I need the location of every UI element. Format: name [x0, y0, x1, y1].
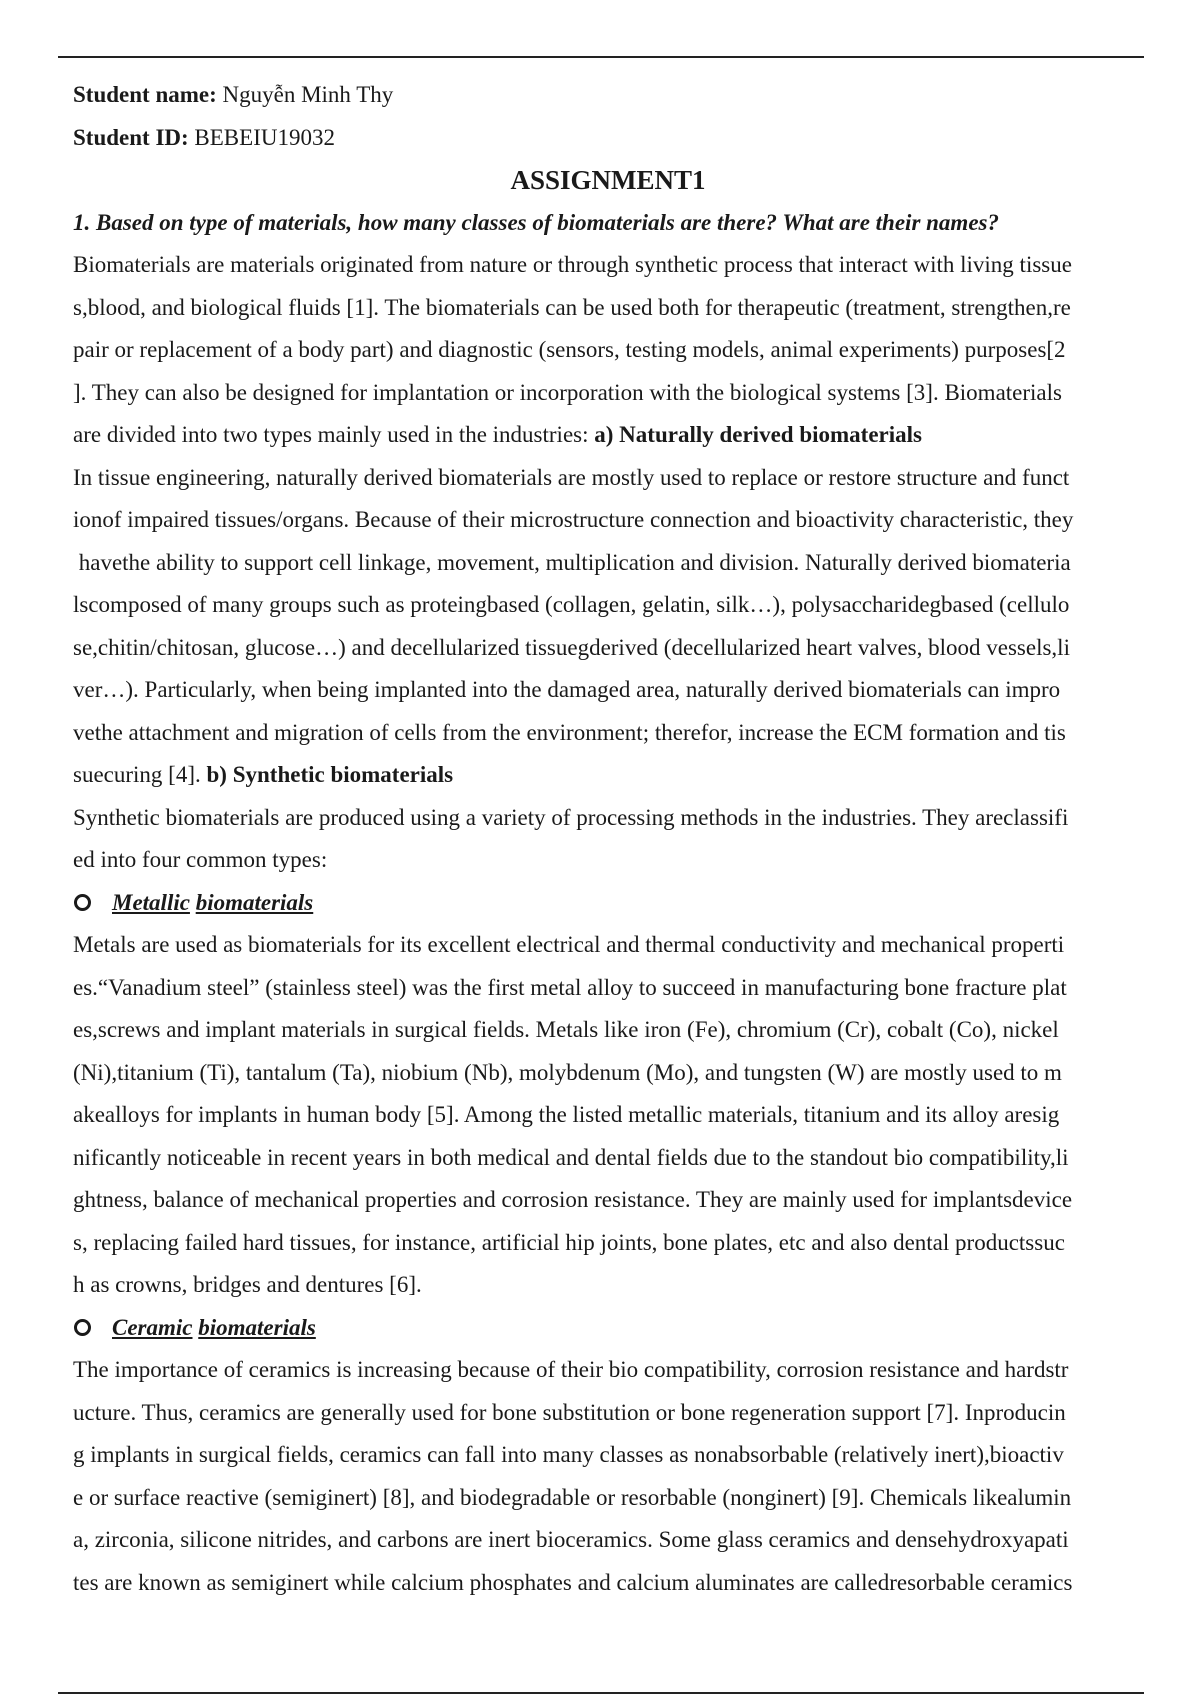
bullet-metallic-word2: biomaterials	[195, 889, 314, 915]
document-body	[73, 74, 1143, 1604]
paragraph-line: ghtness, balance of mechanical properties and corrosion resistance. They are mainly used for implantsdevice	[73, 1187, 1073, 1212]
bullet-metallic-label	[112, 882, 313, 925]
heading-naturally-derived: a) Naturally derived biomaterials	[594, 422, 922, 447]
page-title: ASSIGNMENT1	[510, 165, 706, 195]
paragraph-line: ed into four common types:	[73, 847, 328, 872]
student-name-line	[73, 74, 1143, 117]
bullet-ceramic-label	[112, 1307, 316, 1350]
paragraph-line: pair or replacement of a body part) and diagnostic (sensors, testing models, animal experiments) purposes[2	[73, 337, 1066, 362]
paragraph-line: e or surface reactive (semiginert) [8], and biodegradable or resorbable (nonginert) [9]. Chemicals likealumin	[73, 1484, 1072, 1510]
paragraph-line: ]. They can also be designed for implantation or incorporation with the biological systems [3]. Biomaterials	[73, 379, 1062, 405]
paragraph-line: es,screws and implant materials in surgical fields. Metals like iron (Fe), chromium (Cr), cobalt (Co), nickel	[73, 1017, 1059, 1042]
question-heading: 1. Based on type of materials, how many classes of biomaterials are there? What are their names?	[73, 209, 999, 235]
paragraph-line: Metals are used as biomaterials for its excellent electrical and thermal conductivity and mechanical properti	[73, 932, 1065, 957]
paragraph-line: se,chitin/chitosan, glucose…) and decellularized tissuegderived (decellularized heart valves, blood vessels,li	[73, 634, 1070, 660]
student-id-line	[73, 117, 1143, 160]
heading-synthetic: b) Synthetic biomaterials	[206, 762, 454, 787]
paragraph-line: (Ni),titanium (Ti), tantalum (Ta), niobium (Nb), molybdenum (Mo), and tungsten (W) are mostly used to m	[73, 1059, 1062, 1085]
paragraph-line: havethe ability to support cell linkage, movement, multiplication and division. Naturally derived biomateria	[73, 549, 1071, 575]
paragraph-line: nificantly noticeable in recent years in both medical and dental fields due to the standout bio compatibility,li	[73, 1144, 1069, 1170]
bullet-metallic-word1: Metallic	[112, 889, 190, 915]
paragraph-line: The importance of ceramics is increasing because of their bio compatibility, corrosion resistance and hardstr	[73, 1357, 1069, 1382]
paragraph-line: lscomposed of many groups such as proteingbased (collagen, gelatin, silk…), polysaccharidegbased (cellulo	[73, 592, 1070, 617]
bullet-metallic	[73, 882, 1143, 925]
paragraph-line: es.“Vanadium steel” (stainless steel) was the first metal alloy to succeed in manufacturing bone fracture plat	[73, 974, 1067, 1000]
paragraph-line: s,blood, and biological fluids [1]. The biomaterials can be used both for therapeutic (treatment, strengthen,re	[73, 294, 1071, 320]
intro-last-text: are divided into two types mainly used in the industries:	[73, 422, 595, 447]
bullet-ceramic	[73, 1307, 1143, 1350]
student-id-label: Student ID:	[73, 124, 189, 150]
natural-last-text: suecuring [4].	[73, 762, 207, 787]
paragraph-line: g implants in surgical fields, ceramics can fall into many classes as nonabsorbable (relatively inert),bioactiv	[73, 1442, 1064, 1467]
paragraph-line	[73, 754, 1143, 797]
paragraph-line: Synthetic biomaterials are produced using a variety of processing methods in the industries. They areclassifi	[73, 804, 1069, 830]
bullet-ceramic-word1: Ceramic	[112, 1314, 193, 1340]
paragraph-line: ionof impaired tissues/organs. Because of their microstructure connection and bioactivity characteristic, they	[73, 507, 1074, 532]
paragraph-line: Biomaterials are materials originated from nature or through synthetic process that interact with living tissue	[73, 252, 1072, 277]
paragraph-line: ver…). Particularly, when being implanted into the damaged area, naturally derived biomaterials can impro	[73, 677, 1061, 702]
paragraph-line: vethe attachment and migration of cells from the environment; therefor, increase the ECM formation and tis	[73, 719, 1066, 745]
paragraph-line: tes are known as semiginert while calcium phosphates and calcium aluminates are calledresorbable ceramics	[73, 1569, 1073, 1595]
student-name-label: Student name:	[73, 82, 217, 107]
top-rule	[58, 56, 1144, 58]
bottom-rule	[58, 1692, 1144, 1694]
hollow-circle-bullet-icon	[74, 1319, 91, 1336]
hollow-circle-bullet-icon	[74, 894, 91, 911]
paragraph-line: a, zirconia, silicone nitrides, and carbons are inert bioceramics. Some glass ceramics and densehydroxyapati	[73, 1527, 1069, 1552]
student-name-value: Nguyễn Minh Thy	[222, 82, 394, 107]
paragraph-line	[73, 414, 1143, 457]
student-id-value: BEBEIU19032	[194, 124, 335, 150]
paragraph-line: s, replacing failed hard tissues, for instance, artificial hip joints, bone plates, etc and also dental productssuc	[73, 1229, 1065, 1255]
paragraph-line: In tissue engineering, naturally derived biomaterials are mostly used to replace or restore structure and funct	[73, 464, 1070, 490]
paragraph-line: akealloys for implants in human body [5]. Among the listed metallic materials, titanium and its alloy aresig	[73, 1102, 1060, 1127]
bullet-ceramic-word2: biomaterials	[198, 1314, 316, 1340]
paragraph-line: ucture. Thus, ceramics are generally used for bone substitution or bone regeneration support [7]. Inproducin	[73, 1399, 1066, 1425]
paragraph-line: h as crowns, bridges and dentures [6].	[73, 1272, 422, 1297]
